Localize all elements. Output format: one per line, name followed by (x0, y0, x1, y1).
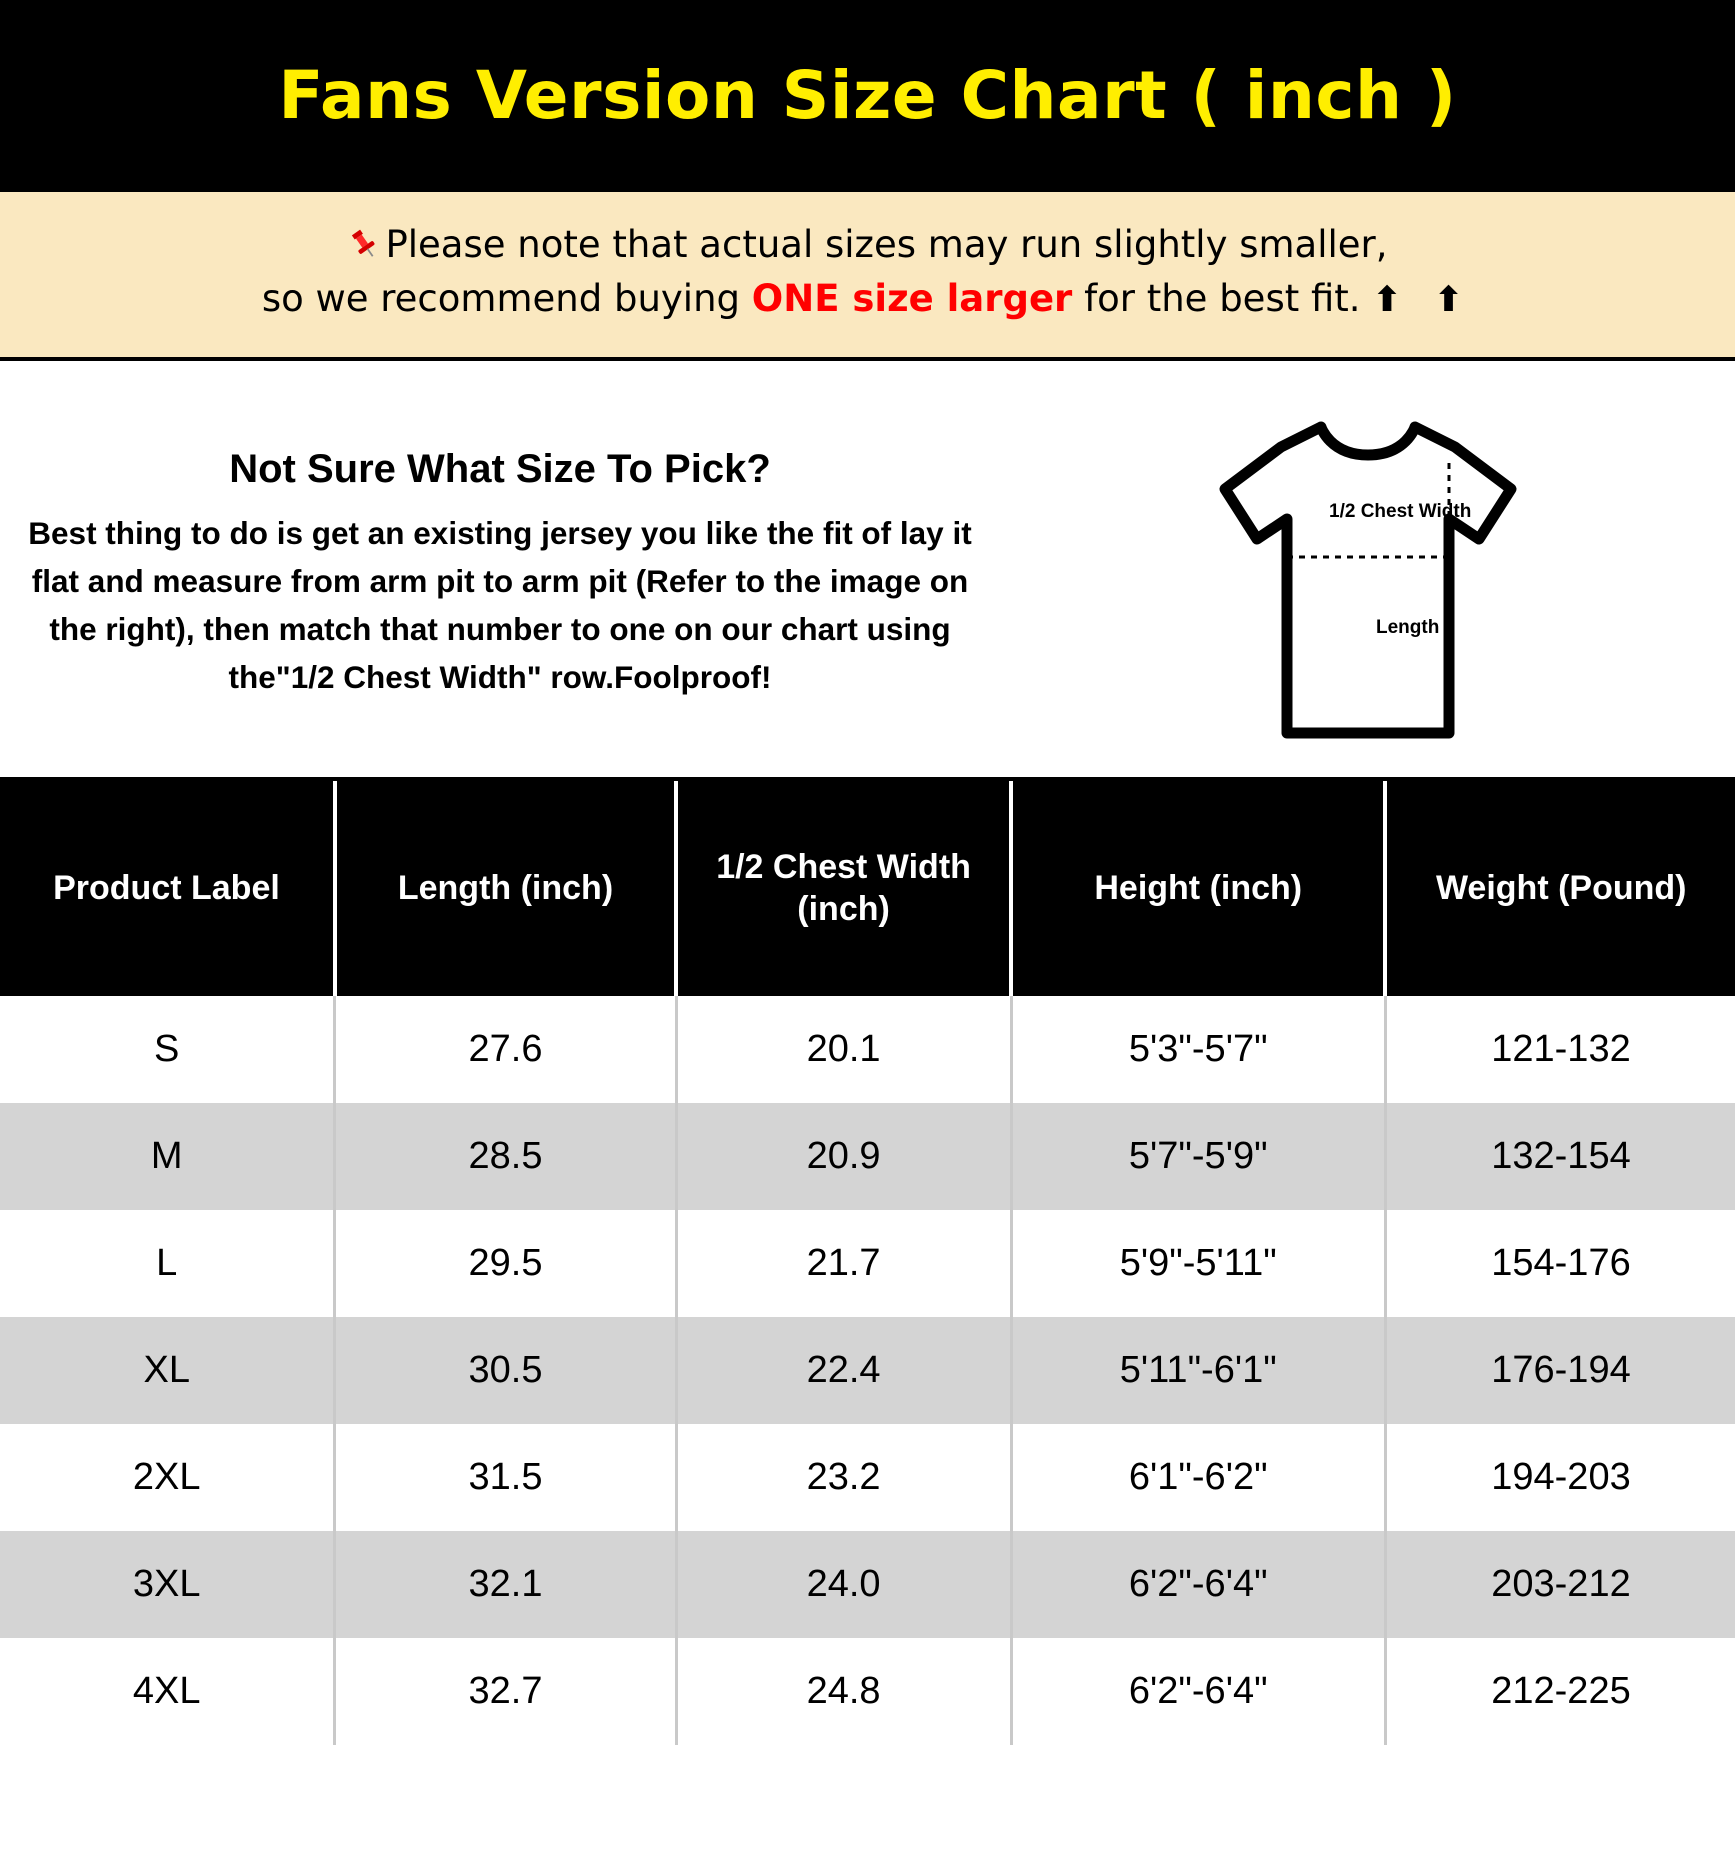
cell-size: 2XL (0, 1424, 335, 1531)
tshirt-icon (1213, 415, 1523, 745)
cell-weight: 121-132 (1385, 996, 1735, 1103)
note-text-2-before: so we recommend buying (261, 276, 752, 320)
note-highlight: ONE size larger (751, 276, 1073, 320)
cell-chest: 22.4 (676, 1317, 1011, 1424)
header-height: Height (inch) (1011, 781, 1385, 996)
cell-height: 6'2"-6'4" (1011, 1531, 1385, 1638)
help-body: Best thing to do is get an existing jersey you like the fit of lay it flat and measure from arm pit to arm pit (Refer to the image on the right), then match that number to one on our chart using the"1/2 Chest Width" row.Foolproof! (28, 515, 972, 696)
table-row (0, 996, 1735, 1103)
cell-height: 5'11"-6'1" (1011, 1317, 1385, 1424)
cell-size: XL (0, 1317, 335, 1424)
header-weight: Weight (Pound) (1385, 781, 1735, 996)
table-header-row (0, 781, 1735, 996)
note-line-2 (20, 272, 1715, 326)
note-text-2-after: for the best fit. (1072, 276, 1373, 320)
table-row (0, 1317, 1735, 1424)
table-row (0, 1638, 1735, 1745)
cell-length: 29.5 (335, 1210, 676, 1317)
note-line-1 (20, 218, 1715, 272)
cell-weight: 132-154 (1385, 1103, 1735, 1210)
table-row (0, 1210, 1735, 1317)
cell-length: 28.5 (335, 1103, 676, 1210)
cell-weight: 176-194 (1385, 1317, 1735, 1424)
title-bar (0, 0, 1735, 192)
header-product-label: Product Label (0, 781, 335, 996)
header-chest-width: 1/2 Chest Width (inch) (676, 781, 1011, 996)
cell-length: 31.5 (335, 1424, 676, 1531)
cell-size: 4XL (0, 1638, 335, 1745)
cell-length: 32.7 (335, 1638, 676, 1745)
note-text-1: Please note that actual sizes may run slightly smaller, (385, 223, 1388, 266)
cell-weight: 212-225 (1385, 1638, 1735, 1745)
cell-length: 27.6 (335, 996, 676, 1103)
cell-weight: 154-176 (1385, 1210, 1735, 1317)
size-table (0, 781, 1735, 1745)
length-label: Length (1375, 617, 1439, 639)
cell-chest: 23.2 (676, 1424, 1011, 1531)
cell-size: S (0, 996, 335, 1103)
cell-chest: 24.8 (676, 1638, 1011, 1745)
cell-height: 5'3"-5'7" (1011, 996, 1385, 1103)
cell-size: M (0, 1103, 335, 1210)
page-title: Fans Version Size Chart ( inch ) (278, 57, 1457, 134)
cell-height: 6'1"-6'2" (1011, 1424, 1385, 1531)
note-band (0, 192, 1735, 361)
help-heading: Not Sure What Size To Pick? (229, 447, 771, 492)
table-row (0, 1531, 1735, 1638)
cell-size: L (0, 1210, 335, 1317)
help-text-block (0, 397, 1000, 702)
cell-chest: 21.7 (676, 1210, 1011, 1317)
cell-chest: 20.9 (676, 1103, 1011, 1210)
cell-chest: 20.1 (676, 996, 1011, 1103)
cell-weight: 194-203 (1385, 1424, 1735, 1531)
cell-size: 3XL (0, 1531, 335, 1638)
cell-height: 5'7"-5'9" (1011, 1103, 1385, 1210)
header-length: Length (inch) (335, 781, 676, 996)
shirt-diagram (1000, 397, 1735, 745)
cell-height: 6'2"-6'4" (1011, 1638, 1385, 1745)
arrow-up-icon: ⬆ ⬆ (1372, 279, 1474, 320)
table-row (0, 1424, 1735, 1531)
cell-chest: 24.0 (676, 1531, 1011, 1638)
cell-length: 30.5 (335, 1317, 676, 1424)
cell-height: 5'9"-5'11" (1011, 1210, 1385, 1317)
table-row (0, 1103, 1735, 1210)
pushpin-icon (347, 222, 381, 276)
cell-length: 32.1 (335, 1531, 676, 1638)
cell-weight: 203-212 (1385, 1531, 1735, 1638)
chest-width-label: 1/2 Chest Width (1328, 501, 1471, 523)
help-section (0, 361, 1735, 781)
